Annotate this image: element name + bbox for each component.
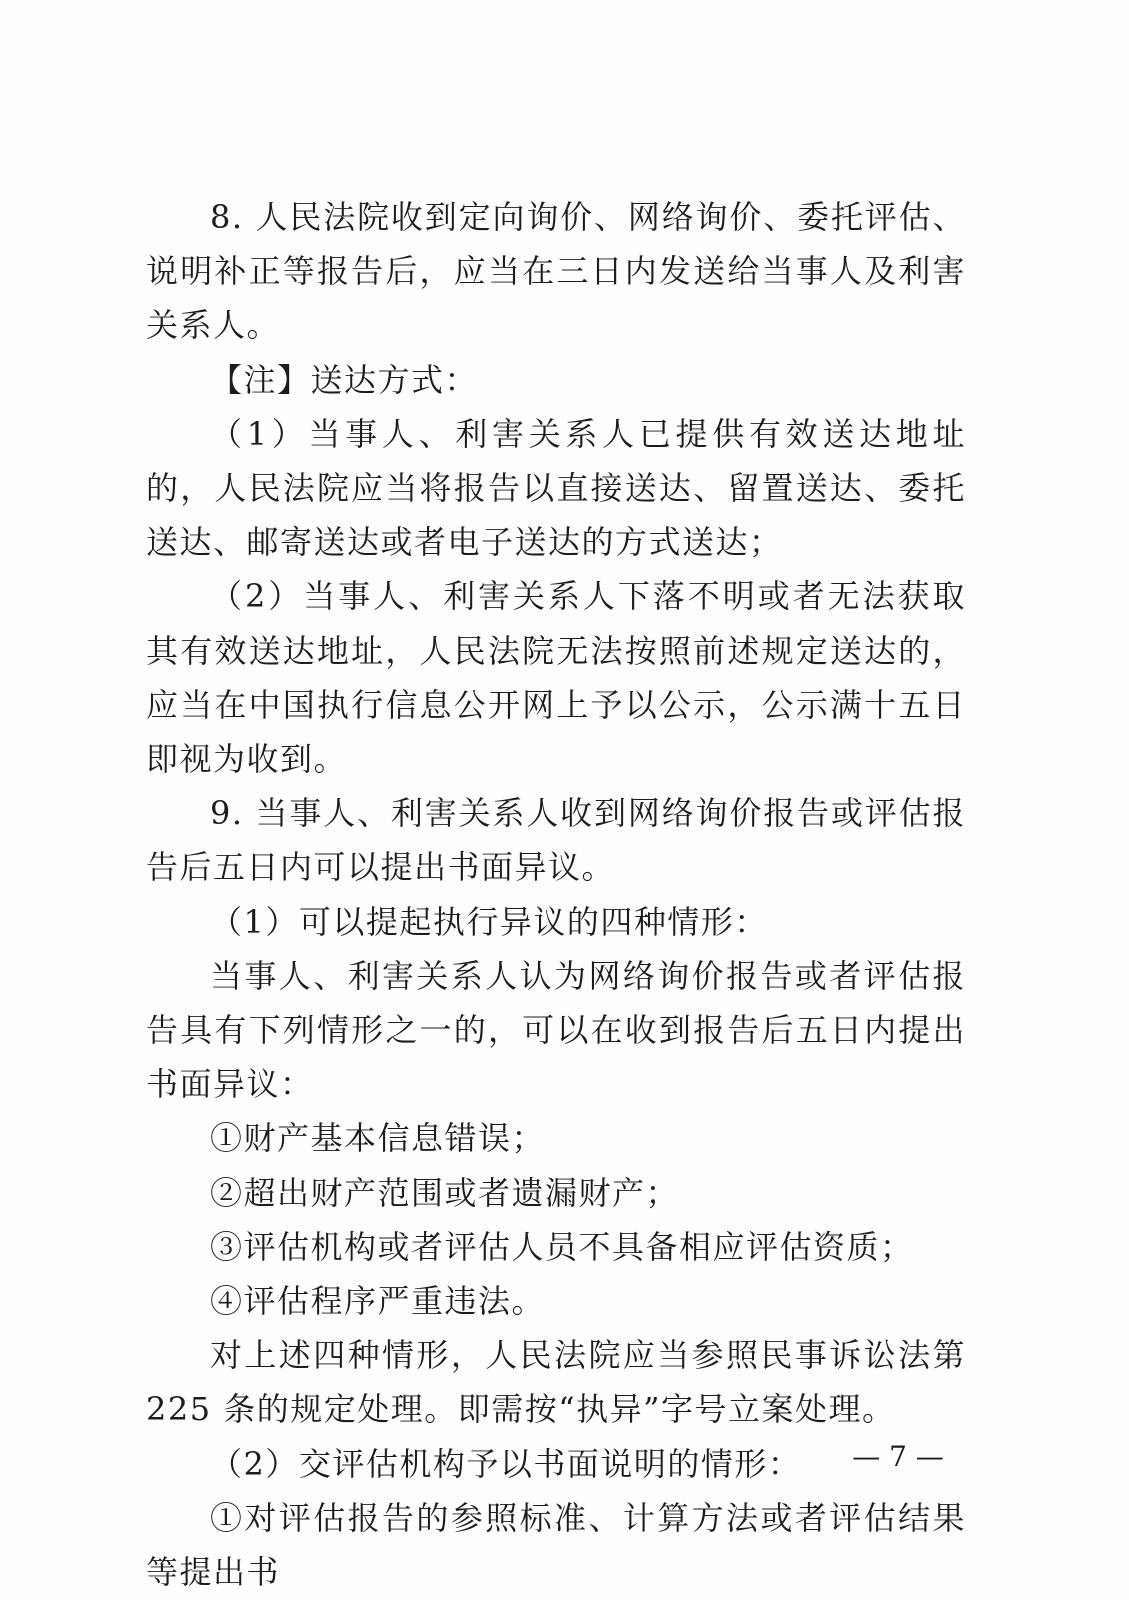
handling-rule: 对上述四种情形，人民法院应当参照民事诉讼法第 225 条的规定处理。即需按“执异”字号立案处理。 <box>146 1336 966 1429</box>
objection-case-1: ①财产基本信息错误； <box>210 1119 546 1158</box>
written-explanation-heading: （2）交评估机构予以书面说明的情形： <box>210 1444 802 1483</box>
page-number: — 7 — <box>852 1440 944 1473</box>
document-body <box>146 190 966 1599</box>
paragraph-item-9: 9. 当事人、利害关系人收到网络询价报告或评估报告后五日内可以提出书面异议。 <box>146 794 966 887</box>
objection-case-4: ④评估程序严重违法。 <box>210 1282 546 1321</box>
delivery-method-1: （1）当事人、利害关系人已提供有效送达地址的，人民法院应当将报告以直接送达、留置送达、委托送达、邮寄送达或者电子送达的方式送达； <box>146 414 966 562</box>
objection-case-2: ②超出财产范围或者遗漏财产； <box>210 1173 680 1212</box>
objection-situations-heading: （1）可以提起执行异议的四种情形： <box>210 902 768 941</box>
written-explanation-case-1: ①对评估报告的参照标准、计算方法或者评估结果等提出书 <box>146 1498 966 1592</box>
objection-intro: 当事人、利害关系人认为网络询价报告或者评估报告具有下列情形之一的，可以在收到报告后五日内提出书面异议： <box>146 956 966 1104</box>
objection-case-3: ③评估机构或者评估人员不具备相应评估资质； <box>210 1227 914 1266</box>
delivery-method-2: （2）当事人、利害关系人下落不明或者无法获取其有效送达地址，人民法院无法按照前述规定送达的，应当在中国执行信息公开网上予以公示，公示满十五日即视为收到。 <box>146 577 966 779</box>
paragraph-item-8: 8. 人民法院收到定向询价、网络询价、委托评估、说明补正等报告后，应当在三日内发送给当事人及利害关系人。 <box>146 198 966 345</box>
note-heading: 【注】送达方式： <box>210 360 479 399</box>
